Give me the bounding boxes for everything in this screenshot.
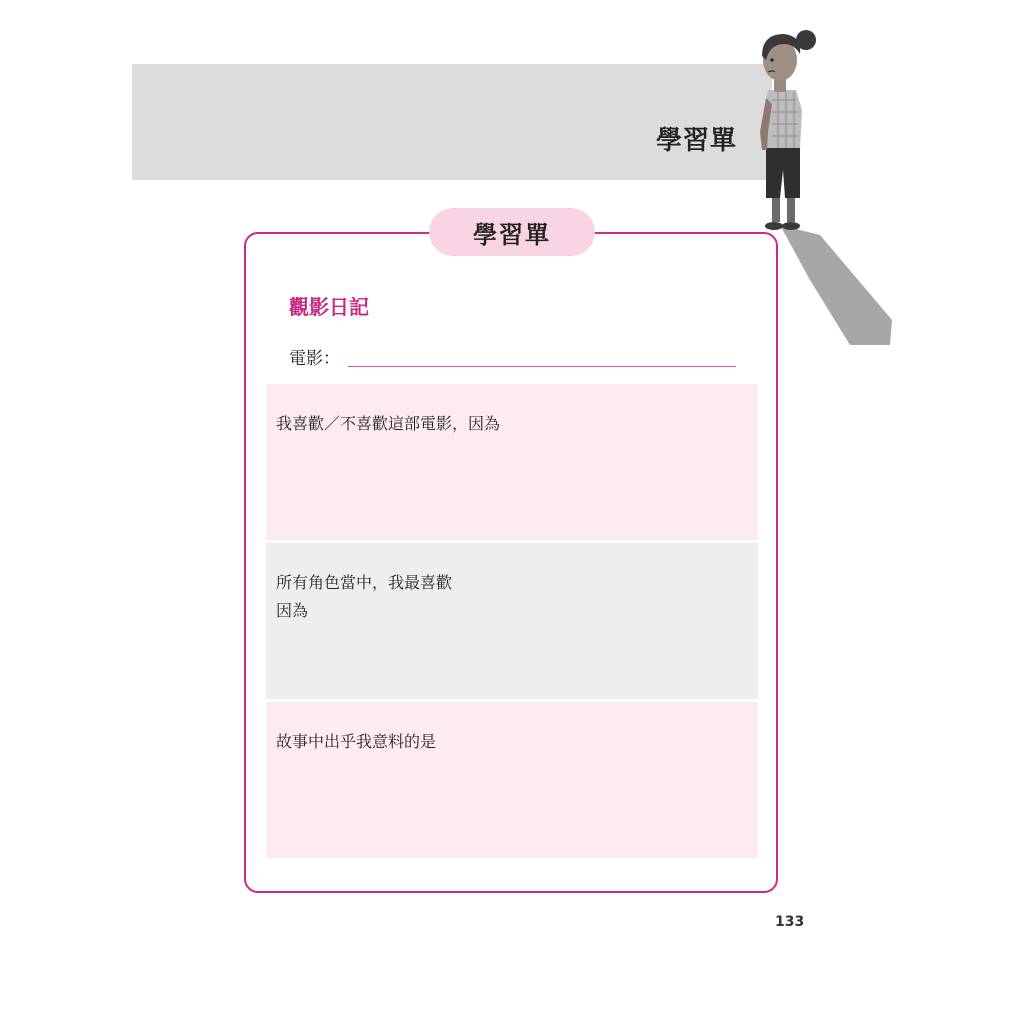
prompt-text: 因為 bbox=[276, 601, 309, 620]
header-title: 學習單 bbox=[656, 126, 738, 156]
movie-field-line[interactable] bbox=[348, 366, 736, 367]
prompt-text: 所有角色當中，我最喜歡 bbox=[276, 573, 453, 592]
page-number: 133 bbox=[775, 914, 805, 930]
answer-box-surprise[interactable] bbox=[266, 702, 758, 858]
prompt-text: 我喜歡／不喜歡這部電影，因為 bbox=[276, 414, 501, 433]
prompt-text: 故事中出乎我意料的是 bbox=[276, 732, 437, 751]
section-title: 觀影日記 bbox=[289, 295, 369, 319]
card-tab-title: 學習單 bbox=[429, 208, 595, 256]
answer-box-like[interactable] bbox=[266, 384, 758, 540]
movie-field-label: 電影： bbox=[289, 349, 340, 369]
answer-box-favorite-character[interactable] bbox=[266, 543, 758, 699]
